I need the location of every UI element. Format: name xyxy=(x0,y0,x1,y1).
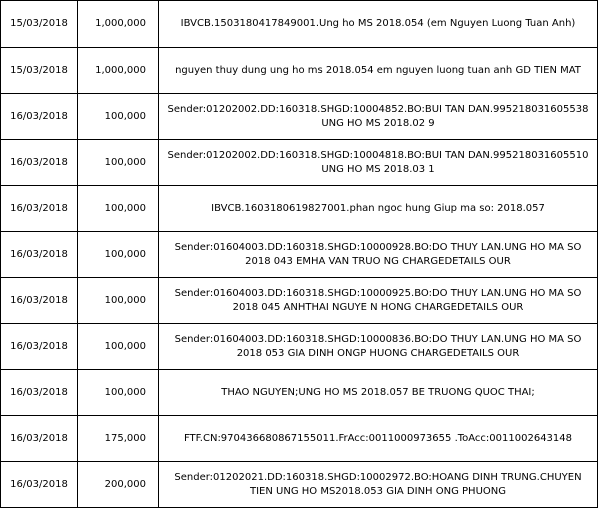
date-cell: 15/03/2018 xyxy=(1,1,78,48)
amount-cell: 200,000 xyxy=(78,462,159,508)
date-cell: 15/03/2018 xyxy=(1,48,78,94)
date-cell: 16/03/2018 xyxy=(1,278,78,324)
date-cell: 16/03/2018 xyxy=(1,462,78,508)
description-cell: Sender:01604003.DD:160318.SHGD:10000928.BO:DO THUY LAN.UNG HO MA SO 2018 043 EMHA VAN TRUO NG CHARGEDETAILS OUR xyxy=(159,232,598,278)
table-row xyxy=(1,324,598,370)
description-cell: Sender:01202021.DD:160318.SHGD:10002972.BO:HOANG DINH TRUNG.CHUYEN TIEN UNG HO MS2018.053 GIA DINH ONG PHUONG xyxy=(159,462,598,508)
amount-cell: 100,000 xyxy=(78,278,159,324)
date-cell: 16/03/2018 xyxy=(1,186,78,232)
amount-cell: 100,000 xyxy=(78,140,159,186)
amount-cell: 100,000 xyxy=(78,370,159,416)
amount-cell: 175,000 xyxy=(78,416,159,462)
table-row xyxy=(1,186,598,232)
table-row xyxy=(1,278,598,324)
table-row xyxy=(1,48,598,94)
date-cell: 16/03/2018 xyxy=(1,324,78,370)
description-cell: nguyen thuy dung ung ho ms 2018.054 em nguyen luong tuan anh GD TIEN MAT xyxy=(159,48,598,94)
table-row xyxy=(1,94,598,140)
table-row xyxy=(1,370,598,416)
description-cell: FTF.CN:970436680867155011.FrAcc:0011000973655 .ToAcc:0011002643148 xyxy=(159,416,598,462)
date-cell: 16/03/2018 xyxy=(1,140,78,186)
table-row xyxy=(1,1,598,48)
date-cell: 16/03/2018 xyxy=(1,370,78,416)
description-cell: THAO NGUYEN;UNG HO MS 2018.057 BE TRUONG QUOC THAI; xyxy=(159,370,598,416)
description-cell: Sender:01202002.DD:160318.SHGD:10004818.BO:BUI TAN DAN.995218031605510 UNG HO MS 2018.03 1 xyxy=(159,140,598,186)
description-cell: Sender:01202002.DD:160318.SHGD:10004852.BO:BUI TAN DAN.995218031605538 UNG HO MS 2018.02 9 xyxy=(159,94,598,140)
transactions-body xyxy=(1,1,598,508)
description-cell: IBVCB.1603180619827001.phan ngoc hung Giup ma so: 2018.057 xyxy=(159,186,598,232)
date-cell: 16/03/2018 xyxy=(1,94,78,140)
table-row xyxy=(1,416,598,462)
table-row xyxy=(1,462,598,508)
date-cell: 16/03/2018 xyxy=(1,232,78,278)
amount-cell: 1,000,000 xyxy=(78,1,159,48)
table-row xyxy=(1,140,598,186)
date-cell: 16/03/2018 xyxy=(1,416,78,462)
table-row xyxy=(1,232,598,278)
amount-cell: 1,000,000 xyxy=(78,48,159,94)
description-cell: Sender:01604003.DD:160318.SHGD:10000925.BO:DO THUY LAN.UNG HO MA SO 2018 045 ANHTHAI NGUYE N HONG CHARGEDETAILS OUR xyxy=(159,278,598,324)
amount-cell: 100,000 xyxy=(78,324,159,370)
amount-cell: 100,000 xyxy=(78,94,159,140)
description-cell: Sender:01604003.DD:160318.SHGD:10000836.BO:DO THUY LAN.UNG HO MA SO 2018 053 GIA DINH ONGP HUONG CHARGEDETAILS OUR xyxy=(159,324,598,370)
amount-cell: 100,000 xyxy=(78,232,159,278)
amount-cell: 100,000 xyxy=(78,186,159,232)
description-cell: IBVCB.1503180417849001.Ung ho MS 2018.054 (em Nguyen Luong Tuan Anh) xyxy=(159,1,598,48)
